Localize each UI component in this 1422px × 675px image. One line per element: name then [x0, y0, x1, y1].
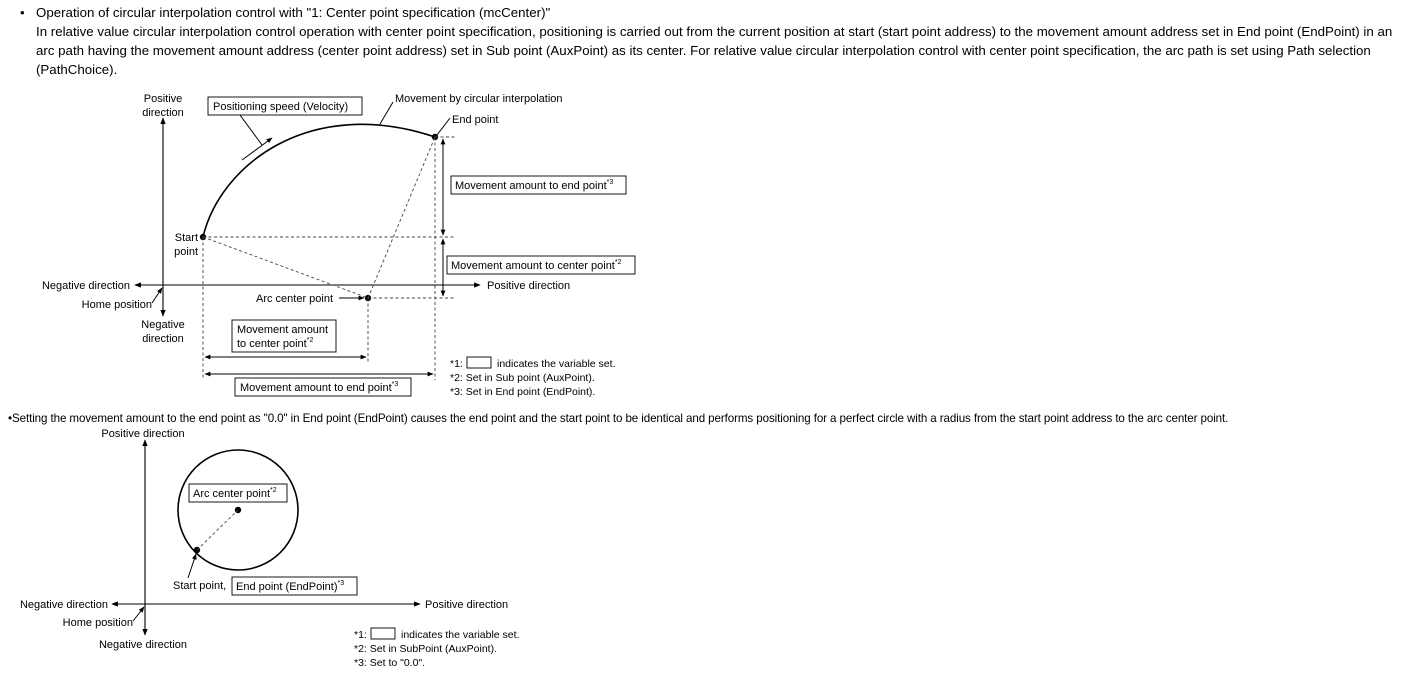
d2-end-point-label	[236, 580, 344, 593]
d1-dim-center-horizontal-line2	[237, 337, 313, 350]
d1-endpoint-leader	[437, 118, 450, 135]
d2-start-point-label: Start point,	[173, 580, 227, 592]
d1-dim-end-horizontal-label	[240, 381, 398, 394]
d2-radius-dash	[197, 510, 238, 550]
d1-arc-center-label: Arc center point	[256, 293, 334, 305]
d1-dash-start-to-center	[203, 237, 368, 298]
d1-dim-end-horizontal-sup: *3	[391, 381, 399, 388]
d1-note2: *2: Set in Sub point (AuxPoint).	[450, 372, 595, 384]
d2-note1-prefix: *1:	[354, 629, 367, 641]
d1-dash-center-to-end	[368, 137, 435, 298]
d1-positive-direction-right: Positive direction	[487, 280, 571, 292]
d1-note1-text: indicates the variable set.	[497, 358, 616, 370]
heading-title: Operation of circular interpolation control with "1: Center point specification (mcCenter)"	[36, 5, 551, 20]
d1-home-leader	[152, 288, 162, 303]
d2-negative-direction-bottom: Negative direction	[98, 639, 188, 651]
d2-positive-direction-right: Positive direction	[425, 599, 509, 611]
d1-negative-direction-bottom-line2: direction	[142, 333, 184, 345]
d1-dim-center-horizontal-line1: Movement amount	[237, 324, 329, 336]
d1-home-position: Home position	[81, 299, 152, 311]
d1-note1-prefix: *1:	[450, 358, 463, 370]
d1-positive-direction-top-line1: Positive	[143, 93, 183, 105]
d1-negative-direction-bottom-line1: Negative	[141, 319, 185, 331]
d1-movement-leader	[380, 102, 393, 124]
d2-start-leader	[188, 554, 196, 578]
d2-arc-center-label	[193, 487, 277, 500]
d1-dim-center-vertical-label	[451, 259, 622, 272]
d1-movement-label: Movement by circular interpolation	[395, 93, 563, 105]
d2-note1-box	[371, 628, 395, 639]
d1-velocity-leader	[240, 115, 262, 145]
note2-text: Setting the movement amount to the end point as "0.0" in End point (EndPoint) causes the end point and the start point to be identical and performs positioning for a perfect circle with a radius from the start point address to the arc center point.	[11, 412, 1229, 425]
d2-arc-center-text: Arc center point	[193, 488, 271, 500]
d1-dim-center-vertical-sup: *2	[614, 259, 622, 266]
d1-start-label-line1: Start	[174, 232, 198, 244]
d1-dim-center-horizontal-sup: *2	[306, 337, 314, 344]
d1-dim-end-vertical-sup: *3	[606, 179, 614, 186]
d2-end-point-sup: *3	[337, 580, 345, 587]
note2-bullet: •	[8, 412, 12, 425]
d2-note3: *3: Set to "0.0".	[354, 657, 426, 669]
d1-dim-end-vertical-text: Movement amount to end point	[455, 180, 607, 192]
d2-negative-direction-left: Negative direction	[19, 599, 108, 611]
heading-bullet: •	[20, 5, 25, 20]
heading-paragraph: In relative value circular interpolation control operation with center point specification, positioning is carried out from the current position at start (start point address) to the movement amount address set in End point (EndPoint) in an arc path having the movement amount address (center point address) set in Sub point (AuxPoint) as its center. For relative value circular interpolation control with center point specification, the arc path is set using Path selection (PathChoice).	[36, 24, 1393, 77]
d1-negative-direction-left: Negative direction	[41, 280, 130, 292]
diagram-1-circular-interpolation	[42, 93, 635, 398]
d2-home-leader	[133, 607, 144, 621]
d1-note1-box	[467, 357, 491, 368]
d1-dim-center-horizontal-text: to center point	[237, 338, 307, 350]
d1-positive-direction-top-line2: direction	[142, 107, 184, 119]
d1-end-point-label: End point	[452, 114, 499, 126]
d1-velocity-label: Positioning speed (Velocity)	[213, 101, 349, 113]
d2-end-point-text: End point (EndPoint)	[236, 581, 338, 593]
d2-positive-direction-top: Positive direction	[101, 428, 185, 440]
d2-home-position: Home position	[62, 617, 133, 629]
d1-dim-end-horizontal-text: Movement amount to end point	[240, 382, 392, 394]
d2-arc-center-sup: *2	[270, 487, 277, 494]
d1-dim-center-vertical-text: Movement amount to center point	[451, 260, 615, 272]
d1-velocity-arrow	[242, 138, 272, 160]
d2-note2: *2: Set in SubPoint (AuxPoint).	[354, 643, 497, 655]
d1-note3: *3: Set in End point (EndPoint).	[450, 386, 596, 398]
d2-note1-text: indicates the variable set.	[401, 629, 520, 641]
diagram-2-perfect-circle	[20, 428, 520, 669]
d1-start-label-line2: point	[174, 246, 198, 258]
d1-dim-end-vertical-label	[455, 179, 613, 192]
